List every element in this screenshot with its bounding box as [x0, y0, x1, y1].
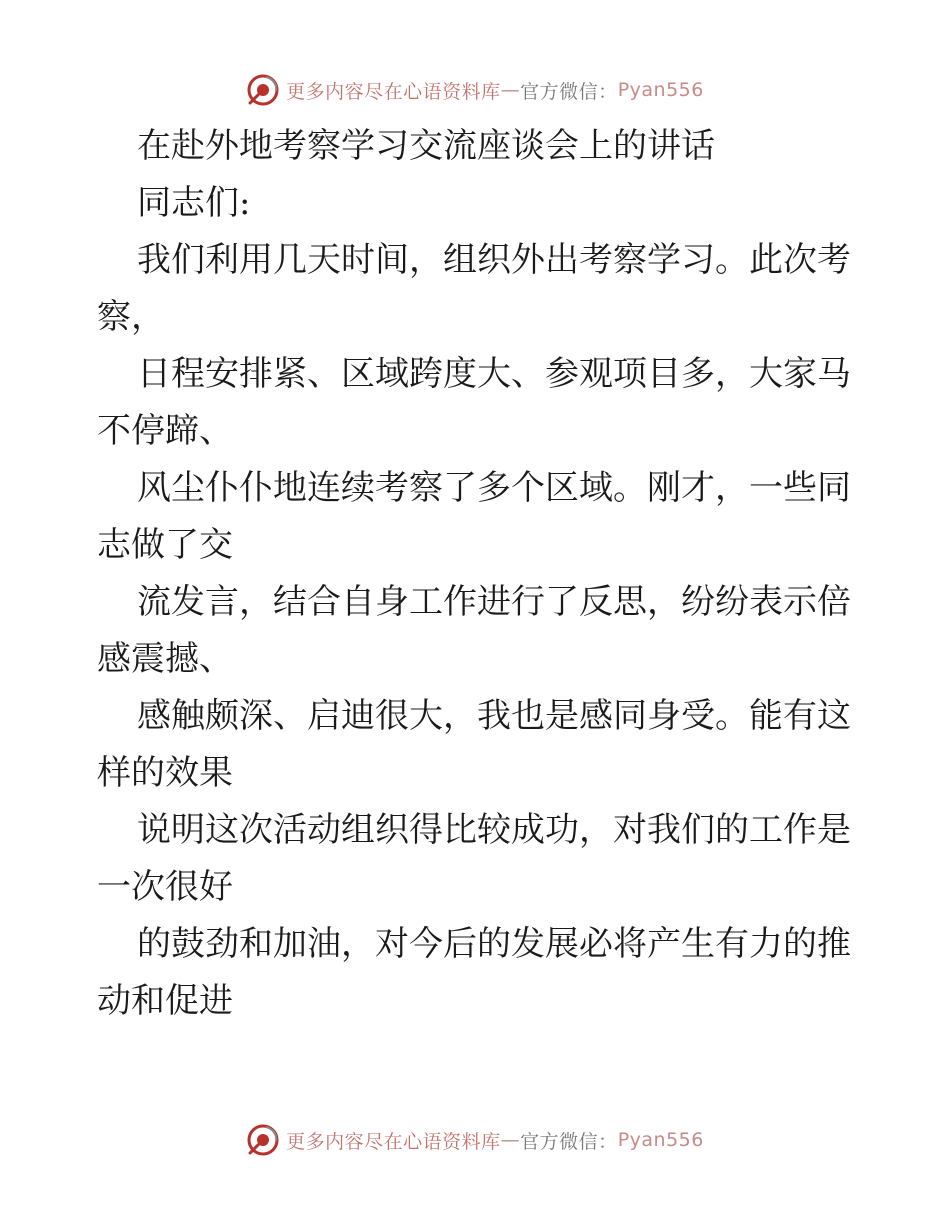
quill-circle-logo-icon	[246, 1123, 280, 1157]
paragraph-line: 感震撼、	[97, 639, 233, 679]
banner-brand-text: 更多内容尽在心语资料库	[286, 80, 501, 103]
footer-banner	[0, 1122, 950, 1158]
paragraph-line: 志做了交	[97, 525, 233, 565]
paragraph-line: 的鼓劲和加油，对今后的发展必将产生有力的推	[137, 924, 851, 964]
paragraph-line: 样的效果	[97, 753, 233, 793]
quill-circle-logo-icon	[246, 73, 280, 107]
paragraph-line: 日程安排紧、区域跨度大、参观项目多，大家马	[137, 354, 851, 394]
document-title: 在赴外地考察学习交流座谈会上的讲话	[137, 126, 715, 166]
paragraph-line: 动和促进	[97, 981, 233, 1021]
document-body	[97, 118, 857, 1030]
banner-dash: —	[500, 79, 521, 101]
paragraph-line: 我们利用几天时间，组织外出考察学习。此次考	[137, 240, 851, 280]
paragraph-line: 不停蹄、	[97, 411, 233, 451]
paragraph-line: 风尘仆仆地连续考察了多个区域。刚才，一些同	[137, 468, 851, 508]
banner-separator: ：	[598, 1130, 618, 1153]
banner-separator: ：	[598, 80, 618, 103]
banner-code: Pyan556	[617, 1129, 704, 1151]
paragraph-line: 流发言，结合自身工作进行了反思，纷纷表示倍	[137, 582, 851, 622]
banner-dash: —	[500, 1129, 521, 1151]
banner-brand-text: 更多内容尽在心语资料库	[286, 1130, 501, 1153]
header-banner	[0, 72, 950, 108]
document-salutation: 同志们:	[137, 183, 251, 223]
banner-label: 官方微信	[520, 80, 599, 103]
banner-label: 官方微信	[520, 1130, 599, 1153]
banner-code: Pyan556	[617, 79, 704, 101]
paragraph-line: 感触颇深、启迪很大，我也是感同身受。能有这	[137, 696, 851, 736]
paragraph-line: 一次很好	[97, 867, 233, 907]
paragraph-line: 说明这次活动组织得比较成功，对我们的工作是	[137, 810, 851, 850]
paragraph-line: 察，	[97, 297, 165, 337]
